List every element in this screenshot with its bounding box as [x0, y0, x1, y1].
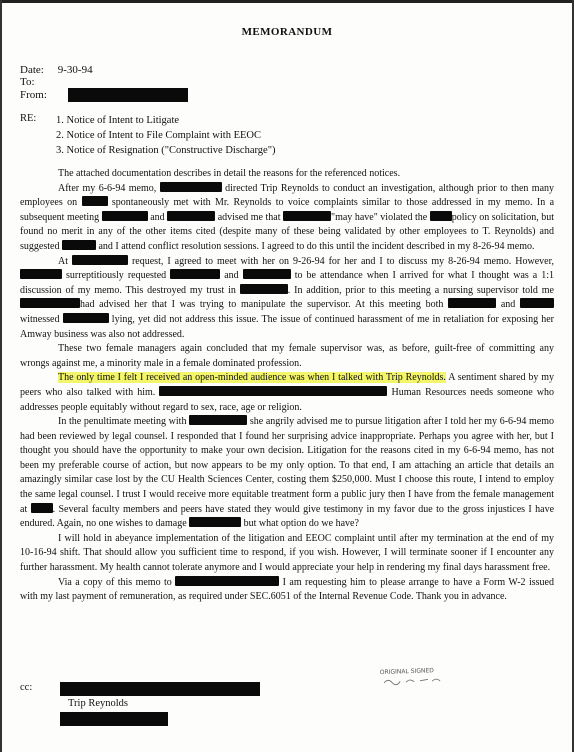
redaction [160, 182, 222, 192]
re-list [56, 113, 456, 158]
redaction [102, 211, 148, 221]
redaction [82, 196, 108, 206]
re-item: 1. Notice of Intent to Litigate [56, 115, 180, 126]
redaction [167, 211, 215, 221]
paragraph-litigation: In the penultimate meeting with she angrily advised me to pursue litigation after I told her my 6-6-94 memo had been reviewed by legal counsel. I responded that I found her surprising advice inappropriate. Perhaps you agree with her, but I thought you should have the opportunity to make your own decision. Litigation for the reasons cited in my 6-6-94 memo, has not been my preferable course of action, but now appears to be my only option. To that end, I am attaching an article that details an amazingly similar case lost by the CU Health Sciences Center, costing them $250,000. Must I choose this route, I intend to employ the same legal counsel. I trust I would receive more equitable treatment form a public jury then I have from the female management at . Several faculty members and peers have stated they would give testimony in my favor due to the gross injustices I have endured. Again, no one wishes to damage but what option do we have? [20, 416, 555, 530]
redaction [520, 298, 554, 308]
redaction-cc-2 [60, 712, 168, 726]
re-item: 2. Notice of Intent to File Complaint with EEOC [56, 130, 262, 141]
redaction [430, 211, 452, 221]
scan-edge-left [0, 0, 2, 752]
highlighted-sentence: The only time I felt I received an open-minded audience was when I talked with Trip Reynolds. [58, 372, 446, 384]
paragraph-meeting: At request, I agreed to meet with her on 9-26-94 for her and I to discuss my 8-26-94 memo. However, surreptitiously requested and to be attendance when I arrived for what I thought was a 1:1 discussion of my memo. This destroyed my trust in . In addition, prior to this meeting a nursing supervisor told me had advised her that I was trying to manipulate the supervisor. At this meeting both and witnessed lying, yet did not address this issue. The issue of continued harassment of me in retaliation for exposing her Amway business was also not addressed. [20, 255, 555, 340]
date-value: 9-30-94 [57, 64, 93, 76]
redaction [189, 517, 241, 527]
redaction [189, 415, 247, 425]
cc-block [20, 682, 129, 709]
to-label: To: [20, 76, 35, 88]
redaction-from [68, 88, 188, 102]
to-row [20, 76, 55, 88]
redaction [283, 211, 331, 221]
paragraph-termination: I will hold in abeyance implementation of the litigation and EEOC complaint until after my termination at the end of my 10-16-94 shift. That should allow you sufficient time to respond, if you wish. However, I will terminate sooner if I encounter any further harassment. My health cannot tolerate anymore and I would appreciate your help in rendering my final days harassment free. [20, 532, 554, 574]
redaction [159, 386, 387, 396]
redaction-cc-1 [60, 682, 260, 696]
redaction [240, 284, 288, 294]
paragraph-conclusion: These two female managers again concluded that my female supervisor was, as before, guilt-free of committing any wrongs against me, a minority male in a female dominated profession. [20, 343, 554, 369]
paragraph-w2: Via a copy of this memo to I am requesting him to please arrange to have a Form W-2 issued with my last payment of remuneration, as required under SEC.6051 of the Internal Revenue Code. Thank you in advance. [20, 576, 554, 603]
scan-edge-top [0, 0, 574, 3]
redaction [20, 298, 80, 308]
date-row [20, 64, 93, 76]
redaction [170, 269, 220, 279]
cc-label: cc: [20, 682, 33, 693]
paragraph-reynolds: The only time I felt I received an open-minded audience was when I talked with Trip Reynolds. A sentiment shared by my peers who also talked with him. Human Resources needs someone who addresses people equitably without regard to sex, race, age or religion. [20, 372, 555, 413]
redaction [175, 576, 279, 586]
redaction [243, 269, 291, 279]
redaction [72, 255, 128, 265]
paragraph-intro: The attached documentation describes in detail the reasons for the referenced notices. [58, 168, 401, 179]
re-item: 3. Notice of Resignation ("Constructive Discharge") [56, 145, 276, 156]
from-label: From: [20, 88, 47, 101]
re-label: RE: [20, 113, 37, 124]
from-row [20, 88, 188, 102]
memo-body [20, 167, 554, 605]
redaction [31, 503, 53, 513]
redaction [63, 313, 109, 323]
paragraph-investigation: After my 6-6-94 memo, directed Trip Reynolds to conduct an investigation, although prior to then many employees on spontaneously met with Mr. Reynolds to voice complaints similar to those addressed in my memo. In a subsequent meeting and advised me that "may have" violated the policy on solicitation, but found no merit in any of the other items cited (despite many of these being validated by other employees to T. Reynolds) and suggested and I attend conflict resolution sessions. I agreed to do this until the incident described in my 8-26-94 memo. [20, 182, 555, 252]
redaction [448, 298, 496, 308]
redaction [62, 240, 96, 250]
redaction [20, 269, 62, 279]
signature-scribble [380, 675, 442, 686]
cc-name: Trip Reynolds [68, 698, 129, 709]
memo-title: MEMORANDUM [241, 26, 333, 38]
signature-stamp: ORIGINAL SIGNED [380, 666, 443, 689]
date-label: Date: [20, 64, 44, 76]
